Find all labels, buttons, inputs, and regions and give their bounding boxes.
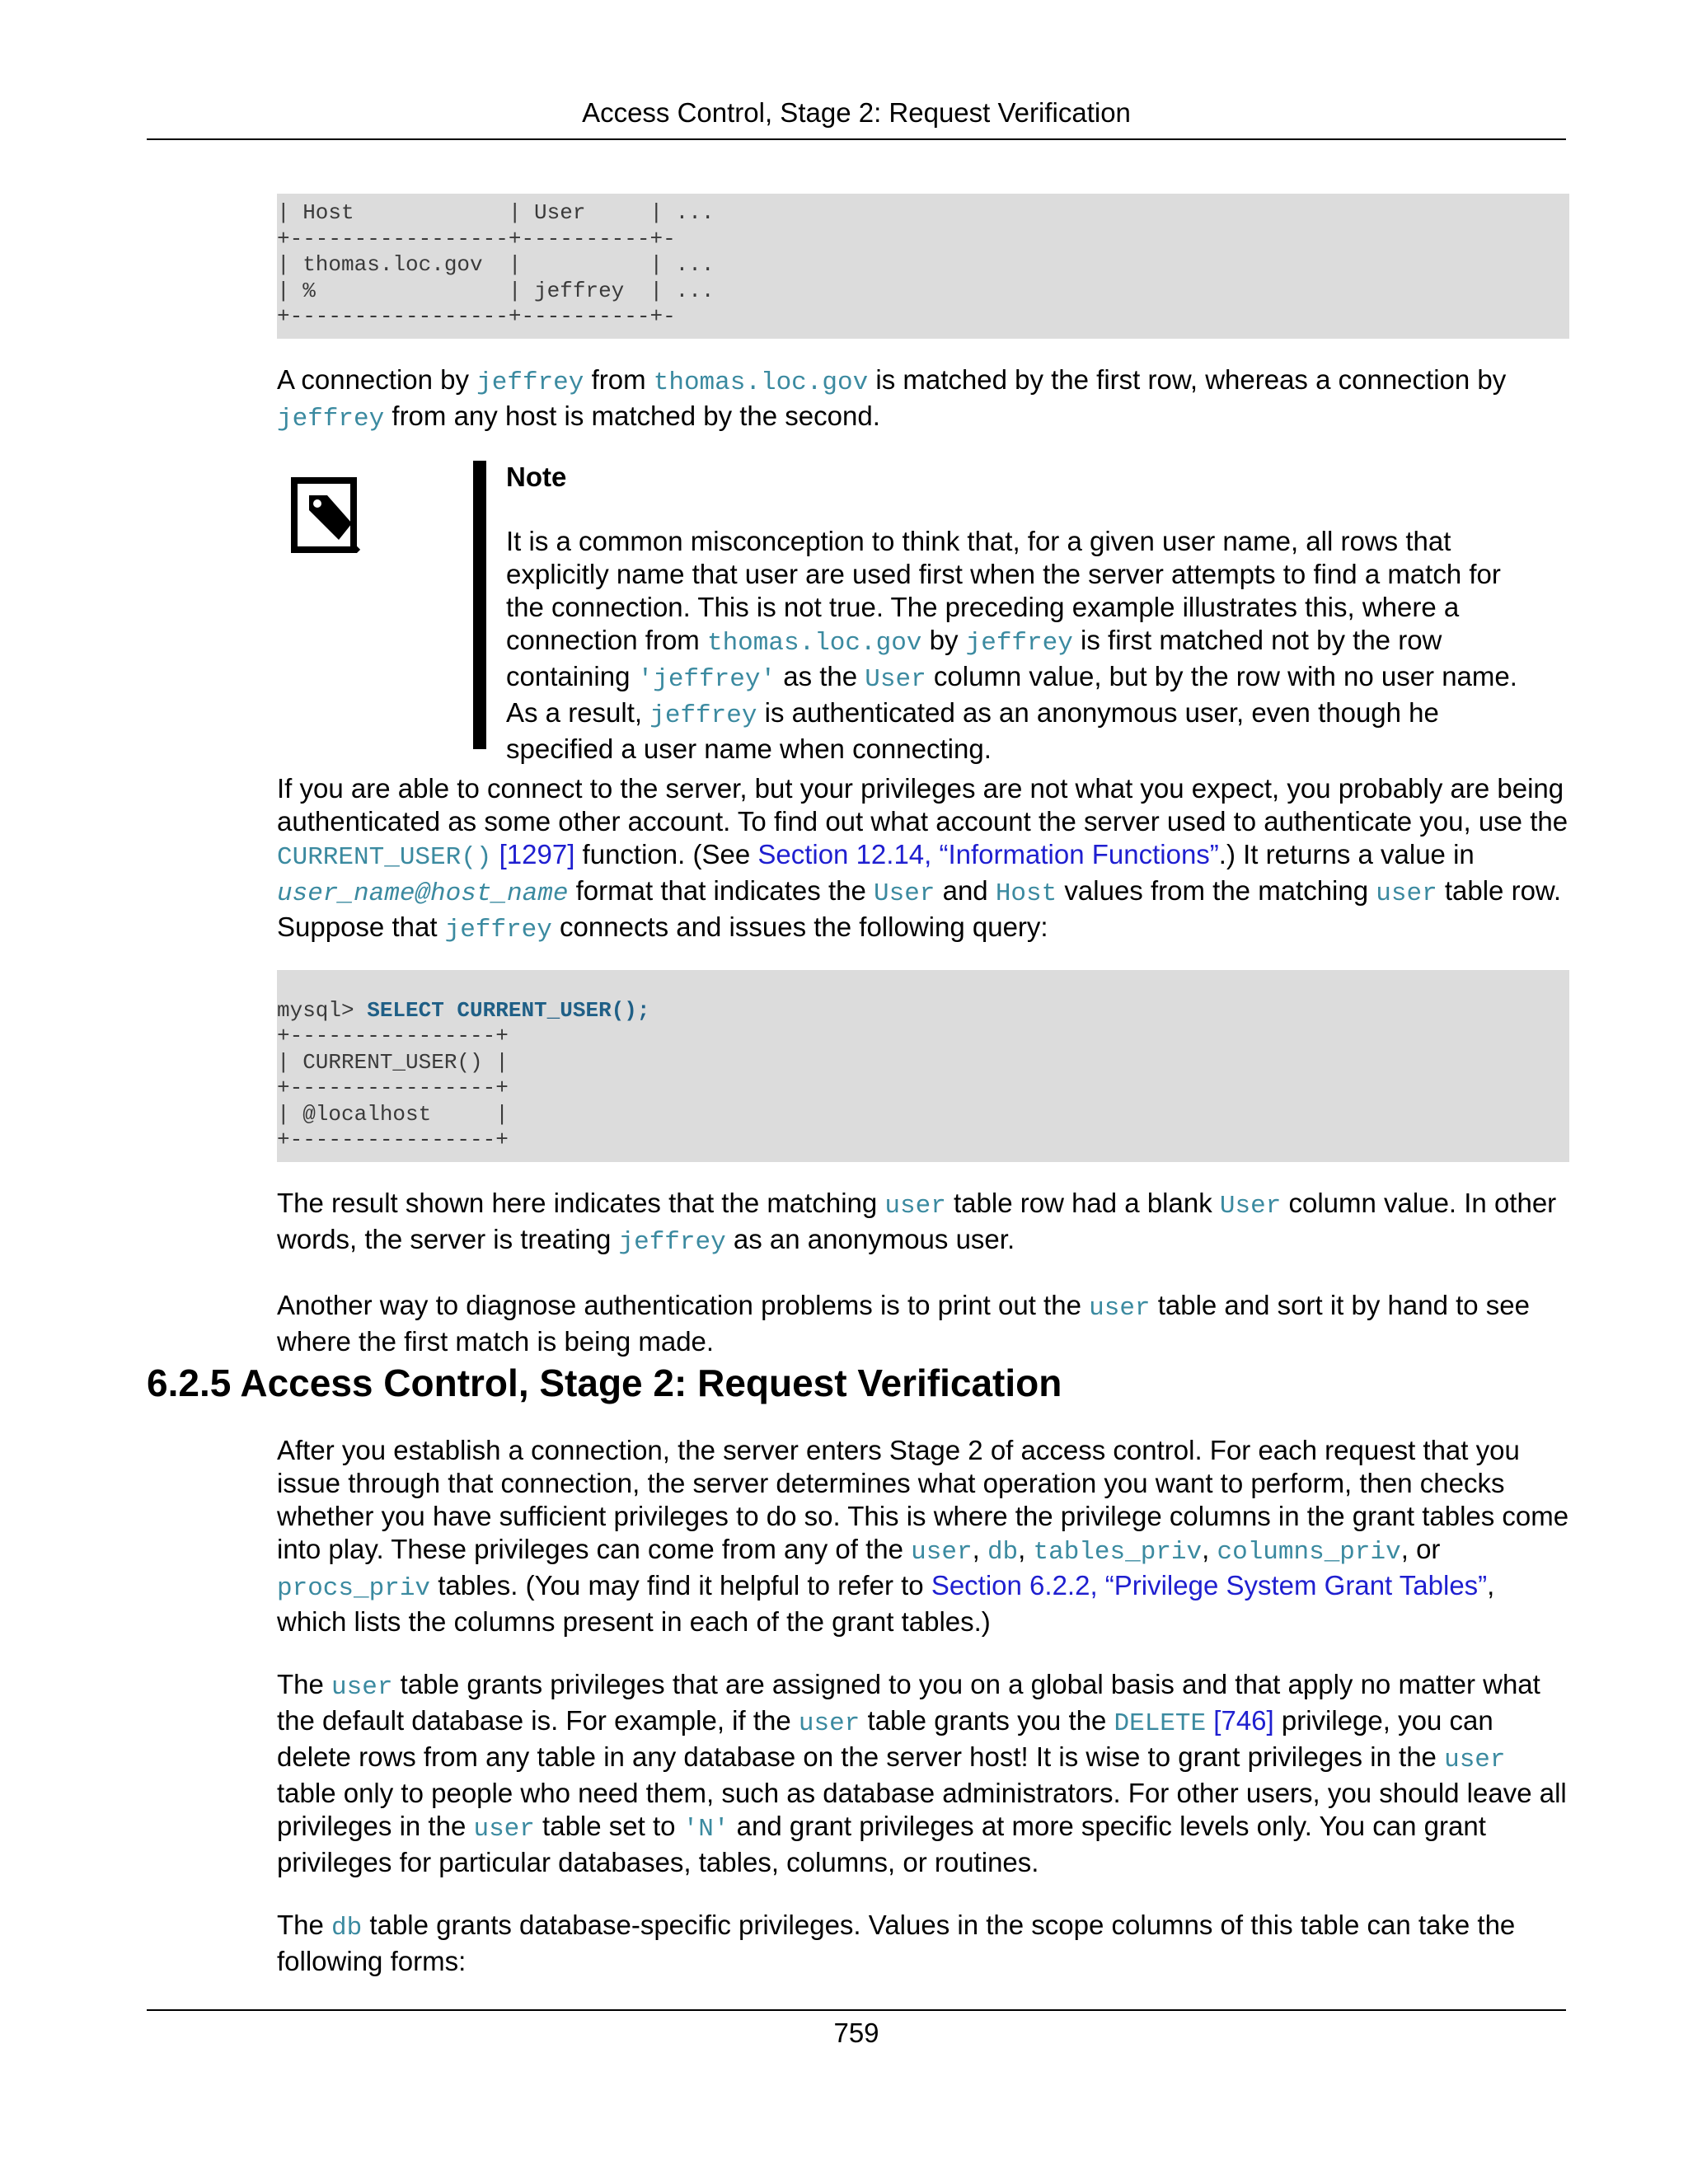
text: If you are able to connect to the server, but your privileges are not what you expect, you probably are being authenticated as some other account. To find out what account the server used to authenticate you, use the bbox=[277, 772, 1568, 837]
code-block-current-user bbox=[277, 970, 1569, 1162]
text: The bbox=[277, 1910, 332, 1940]
code-literal: db bbox=[331, 1914, 363, 1943]
text: from bbox=[584, 363, 654, 395]
text: column value. In other words, the server is treating bbox=[277, 1187, 1557, 1254]
code-literal: 'N' bbox=[682, 1815, 729, 1844]
page-header bbox=[147, 92, 1566, 140]
text: connects and issues the following query: bbox=[551, 911, 1048, 942]
code-literal: user bbox=[798, 1709, 860, 1738]
text: table and sort it by hand to see where the first match is being made. bbox=[277, 1289, 1531, 1357]
code-block-host-user bbox=[277, 194, 1569, 339]
note-text bbox=[506, 525, 1536, 766]
code-literal: user bbox=[884, 1191, 946, 1221]
text: table only to people who need them, such as database administrators. For other users, you should leave all privileges in the bbox=[277, 1778, 1567, 1841]
text: The bbox=[277, 1669, 332, 1699]
text: function. (See bbox=[574, 838, 758, 869]
text: A connection by bbox=[277, 363, 477, 395]
section-link-information-functions[interactable]: Section 12.14, “Information Functions” bbox=[757, 838, 1219, 869]
text: , bbox=[1202, 1534, 1217, 1564]
text: is authenticated as an anonymous user, even though he specified a user name when connecting. bbox=[506, 696, 1439, 764]
code-literal: user bbox=[911, 1538, 973, 1567]
code-line: | Host | User | ... bbox=[277, 200, 715, 225]
paragraph-stage-2 bbox=[277, 1434, 1569, 1638]
text: The result shown here indicates that the matching bbox=[277, 1187, 885, 1218]
page-number: 759 bbox=[833, 2018, 879, 2048]
text: table row. Suppose that bbox=[277, 874, 1562, 942]
code-literal: user bbox=[1444, 1746, 1506, 1774]
text: table set to bbox=[534, 1811, 683, 1841]
page-content bbox=[277, 194, 1569, 1358]
page-ref-link[interactable]: [1297] bbox=[491, 838, 575, 869]
page-ref-link[interactable]: [746] bbox=[1206, 1705, 1274, 1736]
code-command: SELECT CURRENT_USER(); bbox=[367, 997, 650, 1023]
note-title: Note bbox=[506, 461, 567, 492]
code-line: +-----------------+----------+- bbox=[277, 304, 676, 329]
code-literal: jeffrey bbox=[618, 1227, 726, 1257]
text: is matched by the first row, whereas a connection by bbox=[868, 363, 1507, 395]
code-literal: procs_priv bbox=[277, 1574, 431, 1603]
section-heading: 6.2.5 Access Control, Stage 2: Request Verification bbox=[147, 1361, 1062, 1404]
text: , or bbox=[1400, 1534, 1441, 1564]
text: as the bbox=[776, 660, 865, 691]
paragraph-result-shown bbox=[277, 1187, 1569, 1259]
paragraph-connection-match bbox=[277, 363, 1569, 436]
code-literal: 'jeffrey' bbox=[637, 664, 776, 694]
code-literal[interactable]: CURRENT_USER() bbox=[277, 842, 492, 872]
code-literal: columns_priv bbox=[1217, 1538, 1401, 1567]
code-literal: jeffrey bbox=[444, 915, 552, 944]
code-literal: user bbox=[1089, 1293, 1151, 1323]
text: table grants privileges that are assigned to you on a global basis and that apply no matter what the default database is. For example, if the bbox=[277, 1669, 1540, 1736]
code-literal: User bbox=[1219, 1191, 1282, 1221]
code-line: | thomas.loc.gov | | ... bbox=[277, 252, 715, 277]
code-line: +-----------------+----------+- bbox=[277, 226, 676, 251]
code-literal: thomas.loc.gov bbox=[653, 368, 869, 397]
code-line: +----------------+ bbox=[277, 1024, 509, 1048]
paragraph-diagnose bbox=[277, 1289, 1569, 1358]
note-pencil-icon bbox=[291, 477, 360, 555]
text: is first matched not by the row containing bbox=[506, 624, 1442, 691]
code-literal: Host bbox=[995, 879, 1057, 908]
text: values from the matching bbox=[1057, 874, 1376, 906]
code-literal: jeffrey bbox=[476, 368, 584, 397]
code-literal: User bbox=[865, 664, 926, 694]
code-literal[interactable]: DELETE bbox=[1114, 1709, 1207, 1738]
text: , bbox=[1018, 1534, 1034, 1564]
text: and bbox=[935, 874, 996, 906]
text: Another way to diagnose authentication problems is to print out the bbox=[277, 1289, 1090, 1320]
text: by bbox=[921, 624, 966, 655]
text: table grants database-specific privileges. Values in the scope columns of this table can take the following forms: bbox=[277, 1910, 1516, 1976]
text: from any host is matched by the second. bbox=[384, 400, 880, 431]
text: , bbox=[972, 1534, 987, 1564]
note-box bbox=[277, 461, 1569, 764]
paragraph-db-table bbox=[277, 1909, 1569, 1978]
code-line: +----------------+ bbox=[277, 1076, 509, 1100]
text: It is a common misconception to think that, for a given user name, all rows that explicitly name that user are used first when the server attempts to find a match for the connection. This is not true. The preceding example illustrates this, where a connection from bbox=[506, 525, 1501, 655]
text: .) It returns a value in bbox=[1218, 838, 1475, 869]
text: column value, but by the row with no user name. As a result, bbox=[506, 660, 1517, 728]
code-literal: jeffrey bbox=[965, 628, 1073, 658]
text: format that indicates the bbox=[568, 874, 874, 906]
code-line-command bbox=[277, 998, 1564, 1024]
header-title: Access Control, Stage 2: Request Verification bbox=[582, 97, 1131, 128]
code-line: +----------------+ bbox=[277, 1127, 509, 1152]
text: as an anonymous user. bbox=[725, 1223, 1015, 1254]
code-line: | CURRENT_USER() | bbox=[277, 1049, 509, 1075]
section-link-grant-tables[interactable]: Section 6.2.2, “Privilege System Grant Tables” bbox=[931, 1570, 1488, 1601]
note-body bbox=[506, 461, 1536, 766]
text: privilege, you can delete rows from any table in any database on the server host! It is wise to grant privileges in the bbox=[277, 1705, 1493, 1772]
note-sidebar-rule bbox=[473, 461, 486, 749]
code-literal: db bbox=[987, 1538, 1019, 1567]
code-literal: tables_priv bbox=[1033, 1538, 1203, 1567]
text: , which lists the columns present in each of the grant tables.) bbox=[277, 1570, 1495, 1637]
text: table grants you the bbox=[860, 1705, 1114, 1736]
code-line: | % | jeffrey | ... bbox=[277, 278, 715, 303]
paragraph-current-user bbox=[277, 772, 1569, 947]
code-literal: User bbox=[874, 879, 935, 908]
code-literal: user_name@host_name bbox=[277, 879, 569, 908]
text: After you establish a connection, the server enters Stage 2 of access control. For each request that you issue through that connection, the server determines what operation you want to perform, then checks whether you have sufficient privileges to do so. This is where the privilege columns in the grant tables come into play. These privileges can come from any of the bbox=[277, 1435, 1569, 1564]
code-line: | @localhost | bbox=[277, 1101, 509, 1127]
section-content bbox=[277, 1434, 1569, 1978]
text: tables. (You may find it helpful to refer to bbox=[430, 1570, 931, 1601]
code-literal: jeffrey bbox=[277, 404, 385, 434]
page-footer bbox=[147, 2009, 1566, 2049]
text: table row had a blank bbox=[945, 1187, 1220, 1218]
paragraph-user-table bbox=[277, 1668, 1569, 1879]
code-prompt: mysql> bbox=[277, 997, 368, 1023]
code-literal: jeffrey bbox=[649, 701, 757, 730]
code-literal: user bbox=[473, 1815, 535, 1844]
code-literal: thomas.loc.gov bbox=[706, 628, 922, 658]
code-literal: user bbox=[1376, 879, 1437, 908]
text: and grant privileges at more specific levels only. You can grant privileges for particular databases, tables, columns, or routines. bbox=[277, 1811, 1486, 1877]
code-literal: user bbox=[331, 1673, 393, 1702]
